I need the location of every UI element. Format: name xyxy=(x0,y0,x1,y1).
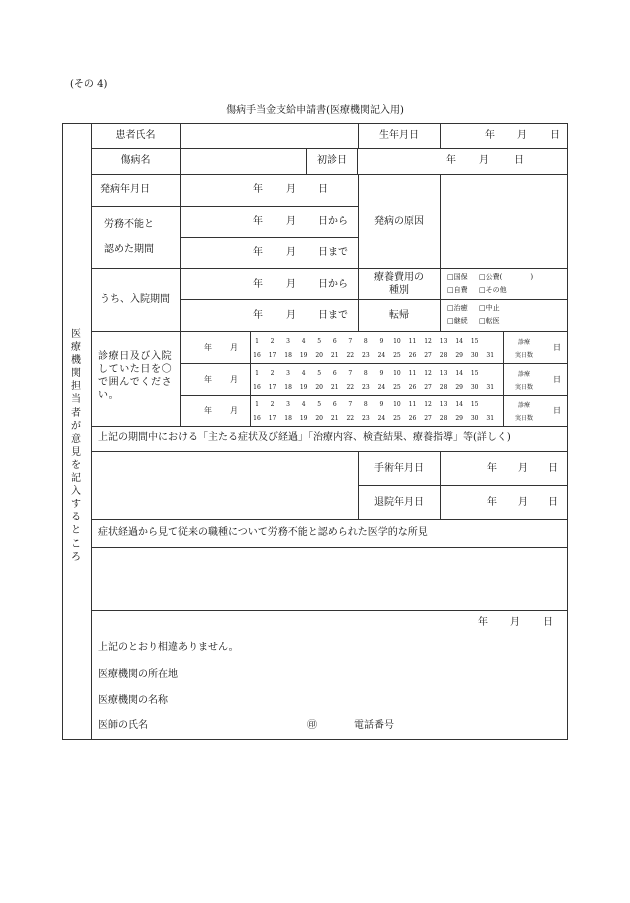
cost-type-label-line1: 療養費用の xyxy=(374,272,424,283)
medical-opinion-header: 症状経過から見て従来の職種について労務不能と認められた医学的な所見 xyxy=(98,527,428,538)
row-line xyxy=(91,331,568,332)
year-unit: 年 xyxy=(446,155,456,166)
treatment-days-instruction: 診療日及び入院していた日を〇で囲んでください。 xyxy=(98,351,173,401)
day-number[interactable]: 6 xyxy=(332,338,337,345)
day-unit: 日 xyxy=(318,184,328,195)
year-unit: 年 xyxy=(253,247,263,258)
onset-date-label: 発病年月日 xyxy=(100,184,150,195)
day-number[interactable]: 24 xyxy=(377,384,386,391)
day-number[interactable]: 21 xyxy=(330,384,339,391)
day-number[interactable]: 28 xyxy=(439,415,448,422)
col-line xyxy=(440,174,441,332)
day-number[interactable]: 31 xyxy=(486,415,495,422)
month-unit: 月 xyxy=(230,375,238,384)
outcome-stopped-checkbox[interactable]: □中止 xyxy=(479,304,500,312)
day-number[interactable]: 27 xyxy=(424,384,432,391)
table-border-right xyxy=(567,123,568,740)
treatment-days-label: 実日数 xyxy=(515,352,534,359)
year-unit: 年 xyxy=(253,216,263,227)
day-number[interactable]: 16 xyxy=(253,384,261,391)
row-line xyxy=(91,451,568,452)
day-number[interactable]: 14 xyxy=(455,370,463,377)
day-number[interactable]: 13 xyxy=(439,401,448,408)
side-label: 医療機関担当者が意見を記入するところ xyxy=(71,329,81,563)
day-number[interactable]: 1 xyxy=(255,338,259,345)
row-line xyxy=(91,519,568,520)
day-number[interactable]: 30 xyxy=(470,415,479,422)
day-number[interactable]: 27 xyxy=(424,415,432,422)
cost-national-checkbox[interactable]: □国保 xyxy=(447,273,468,281)
year-unit: 年 xyxy=(487,497,497,508)
row-line xyxy=(91,610,568,611)
certification-text: 上記のとおり相違ありません。 xyxy=(98,642,239,653)
hospitalization-label: うち、入院期間 xyxy=(100,294,170,305)
day-unit: 日 xyxy=(550,130,560,141)
row-line xyxy=(91,206,358,207)
day-number[interactable]: 23 xyxy=(362,384,370,391)
row-line xyxy=(91,174,568,175)
day-number[interactable]: 28 xyxy=(439,352,448,359)
day-number[interactable]: 25 xyxy=(393,415,401,422)
row-line xyxy=(358,485,568,486)
day-to-label: 日まで xyxy=(318,247,348,258)
institution-name-label: 医療機関の名称 xyxy=(98,695,168,706)
day-number[interactable]: 21 xyxy=(330,415,339,422)
row-line xyxy=(91,148,568,149)
year-unit: 年 xyxy=(487,463,497,474)
year-unit: 年 xyxy=(485,130,495,141)
month-unit: 月 xyxy=(286,279,296,290)
day-number[interactable]: 11 xyxy=(408,338,417,345)
day-number[interactable]: 12 xyxy=(424,401,432,408)
year-unit: 年 xyxy=(253,310,263,321)
day-number[interactable]: 5 xyxy=(317,338,322,345)
day-number[interactable]: 20 xyxy=(315,352,323,359)
outcome-transferred-checkbox[interactable]: □転医 xyxy=(479,317,500,325)
day-number[interactable]: 24 xyxy=(377,352,386,359)
day-number[interactable]: 10 xyxy=(393,338,401,345)
month-unit: 月 xyxy=(286,310,296,321)
month-unit: 月 xyxy=(230,343,238,352)
treatment-days-label: 実日数 xyxy=(515,415,534,422)
day-number[interactable]: 5 xyxy=(317,401,322,408)
cost-other-checkbox[interactable]: □その他 xyxy=(479,286,507,294)
seal-mark: ㊞ xyxy=(307,720,317,731)
col-line xyxy=(250,331,251,427)
year-unit: 年 xyxy=(253,184,263,195)
patient-name-label: 患者氏名 xyxy=(115,130,156,141)
first-visit-label: 初診日 xyxy=(317,155,347,166)
surgery-date-label: 手術年月日 xyxy=(374,463,424,474)
day-number[interactable]: 17 xyxy=(268,415,277,422)
year-unit: 年 xyxy=(204,406,212,415)
month-unit: 月 xyxy=(517,130,527,141)
day-number[interactable]: 11 xyxy=(408,370,417,377)
day-number[interactable]: 26 xyxy=(408,415,417,422)
day-number[interactable]: 18 xyxy=(284,352,292,359)
day-number[interactable]: 14 xyxy=(455,338,463,345)
day-unit: 日 xyxy=(553,375,561,384)
table-border-left xyxy=(62,123,63,740)
symptoms-header: 上記の期間中における「主たる症状及び経過」「治療内容、検査結果、療養指導」等(詳しく) xyxy=(98,432,511,443)
day-number[interactable]: 9 xyxy=(379,370,384,377)
day-number[interactable]: 6 xyxy=(332,401,337,408)
day-number[interactable]: 10 xyxy=(393,370,401,377)
year-unit: 年 xyxy=(253,279,263,290)
day-number[interactable]: 23 xyxy=(362,415,370,422)
page-label: (その 4) xyxy=(70,79,108,90)
day-number[interactable]: 19 xyxy=(299,384,308,391)
row-line xyxy=(91,547,568,548)
day-number[interactable]: 21 xyxy=(330,352,339,359)
outcome-label: 転帰 xyxy=(389,310,409,321)
day-from-label: 日から xyxy=(318,216,348,227)
incapacity-label-line2: 認めた期間 xyxy=(104,244,154,255)
discharge-date-label: 退院年月日 xyxy=(374,497,424,508)
day-number[interactable]: 18 xyxy=(284,415,292,422)
day-number[interactable]: 30 xyxy=(470,384,479,391)
doctor-name-label: 医師の氏名 xyxy=(98,720,148,731)
day-number[interactable]: 4 xyxy=(301,370,306,377)
day-number[interactable]: 25 xyxy=(393,352,401,359)
year-unit: 年 xyxy=(478,617,488,628)
treatment-days-label: 診療 xyxy=(518,339,531,346)
row-line xyxy=(180,363,568,364)
day-number[interactable]: 22 xyxy=(346,384,355,391)
day-number[interactable]: 18 xyxy=(284,384,292,391)
month-unit: 月 xyxy=(479,155,489,166)
col-line xyxy=(440,123,441,149)
day-number[interactable]: 16 xyxy=(253,415,261,422)
day-number[interactable]: 24 xyxy=(377,415,386,422)
day-number[interactable]: 6 xyxy=(332,370,337,377)
col-line xyxy=(503,331,504,427)
birth-date-label: 生年月日 xyxy=(379,130,419,141)
day-number[interactable]: 15 xyxy=(470,370,479,377)
day-number[interactable]: 29 xyxy=(455,384,463,391)
col-line xyxy=(440,451,441,520)
day-from-label: 日から xyxy=(318,279,348,290)
day-number[interactable]: 3 xyxy=(286,338,290,345)
row-line xyxy=(91,268,568,269)
row-line xyxy=(180,395,568,396)
day-number[interactable]: 2 xyxy=(270,338,275,345)
onset-cause-label: 発病の原因 xyxy=(374,216,424,227)
col-line xyxy=(180,174,181,427)
day-number[interactable]: 4 xyxy=(301,338,306,345)
day-number[interactable]: 25 xyxy=(393,384,401,391)
month-unit: 月 xyxy=(286,247,296,258)
month-unit: 月 xyxy=(230,406,238,415)
month-unit: 月 xyxy=(510,617,520,628)
col-line xyxy=(180,123,181,175)
treatment-days-label: 実日数 xyxy=(515,384,534,391)
day-number[interactable]: 1 xyxy=(255,370,259,377)
day-number[interactable]: 2 xyxy=(270,370,275,377)
day-number[interactable]: 22 xyxy=(346,352,355,359)
row-line xyxy=(180,299,568,300)
day-number[interactable]: 29 xyxy=(455,352,463,359)
day-number[interactable]: 31 xyxy=(486,384,495,391)
day-number[interactable]: 2 xyxy=(270,401,275,408)
day-unit: 日 xyxy=(553,343,561,352)
day-number[interactable]: 12 xyxy=(424,370,432,377)
day-number[interactable]: 7 xyxy=(348,370,353,377)
year-unit: 年 xyxy=(204,343,212,352)
month-unit: 月 xyxy=(286,184,296,195)
side-label-divider xyxy=(91,123,92,740)
day-unit: 日 xyxy=(548,463,558,474)
day-number[interactable]: 7 xyxy=(348,401,353,408)
month-unit: 月 xyxy=(518,463,528,474)
day-number[interactable]: 29 xyxy=(455,415,463,422)
day-number[interactable]: 9 xyxy=(379,338,384,345)
phone-label: 電話番号 xyxy=(354,720,394,731)
day-number[interactable]: 8 xyxy=(363,370,368,377)
day-number[interactable]: 26 xyxy=(408,384,417,391)
cost-self-checkbox[interactable]: □自費 xyxy=(447,286,468,294)
month-unit: 月 xyxy=(286,216,296,227)
col-line xyxy=(358,451,359,520)
day-number[interactable]: 28 xyxy=(439,384,448,391)
day-number[interactable]: 12 xyxy=(424,338,432,345)
incapacity-label-line1: 労務不能と xyxy=(104,219,154,230)
day-number[interactable]: 19 xyxy=(299,352,308,359)
month-unit: 月 xyxy=(518,497,528,508)
day-number[interactable]: 8 xyxy=(363,338,368,345)
day-number[interactable]: 3 xyxy=(286,370,290,377)
year-unit: 年 xyxy=(204,375,212,384)
day-number[interactable]: 17 xyxy=(268,384,277,391)
day-unit: 日 xyxy=(514,155,524,166)
row-line xyxy=(91,426,568,427)
day-number[interactable]: 15 xyxy=(470,338,479,345)
day-number[interactable]: 26 xyxy=(408,352,417,359)
day-number[interactable]: 19 xyxy=(299,415,308,422)
day-number[interactable]: 5 xyxy=(317,370,322,377)
institution-address-label: 医療機関の所在地 xyxy=(98,669,178,680)
day-number[interactable]: 14 xyxy=(455,401,463,408)
day-number[interactable]: 15 xyxy=(470,401,479,408)
cost-type-label-line2: 種別 xyxy=(389,285,409,296)
day-number[interactable]: 1 xyxy=(255,401,259,408)
day-number[interactable]: 3 xyxy=(286,401,290,408)
day-number[interactable]: 22 xyxy=(346,415,355,422)
day-number[interactable]: 4 xyxy=(301,401,306,408)
row-line xyxy=(180,237,358,238)
day-number[interactable]: 8 xyxy=(363,401,368,408)
day-number[interactable]: 7 xyxy=(348,338,353,345)
day-unit: 日 xyxy=(553,406,561,415)
day-number[interactable]: 20 xyxy=(315,415,323,422)
day-number[interactable]: 20 xyxy=(315,384,323,391)
disease-name-label: 傷病名 xyxy=(120,155,151,166)
col-line xyxy=(358,174,359,332)
outcome-continued-checkbox[interactable]: □継続 xyxy=(447,317,468,325)
day-number[interactable]: 10 xyxy=(393,401,401,408)
treatment-days-label: 診療 xyxy=(518,371,531,378)
day-unit: 日 xyxy=(548,497,558,508)
day-number[interactable]: 11 xyxy=(408,401,417,408)
day-unit: 日 xyxy=(543,617,553,628)
day-number[interactable]: 13 xyxy=(439,338,448,345)
day-number[interactable]: 27 xyxy=(424,352,432,359)
day-number[interactable]: 30 xyxy=(470,352,479,359)
day-number[interactable]: 17 xyxy=(268,352,277,359)
day-number[interactable]: 23 xyxy=(362,352,370,359)
day-to-label: 日まで xyxy=(318,310,348,321)
day-number[interactable]: 9 xyxy=(379,401,384,408)
outcome-cured-checkbox[interactable]: □治癒 xyxy=(447,304,468,312)
table-border-top xyxy=(62,123,568,124)
day-number[interactable]: 31 xyxy=(486,352,495,359)
day-number[interactable]: 16 xyxy=(253,352,261,359)
table-border-bottom xyxy=(62,739,568,740)
cost-public-checkbox[interactable]: □公費( ) xyxy=(479,273,534,281)
form-title: 傷病手当金支給申請書(医療機関記入用) xyxy=(226,105,404,116)
day-number[interactable]: 13 xyxy=(439,370,448,377)
treatment-days-label: 診療 xyxy=(518,402,531,409)
